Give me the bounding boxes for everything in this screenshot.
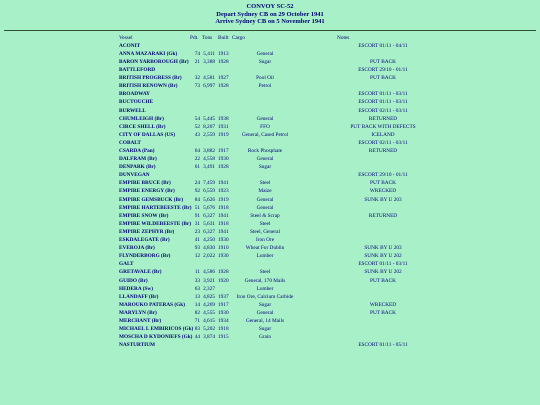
cell-tons: 4,250 — [203, 237, 215, 244]
cell-name: BUCTOUCHE — [119, 99, 154, 106]
cell-cargo: Wheat For Dublin — [245, 245, 285, 252]
cell-name: EMPIRE HARTEBEESTE (Br) — [119, 204, 192, 211]
table-row — [0, 244, 540, 252]
cell-pdt: 61 — [194, 164, 200, 171]
cell-cargo: Steel — [259, 180, 271, 187]
cell-built: 1910 — [218, 245, 229, 252]
cell-pdt: 64 — [194, 148, 200, 154]
cell-cargo: Iron Ore — [255, 237, 275, 244]
cell-cargo: Steel — [259, 269, 271, 276]
cell-cargo: General — [256, 309, 274, 316]
cell-name: NASTURTIUM — [119, 342, 156, 349]
cell-cargo: Steel & Scrap — [250, 212, 280, 219]
cell-notes: PUT BACK — [370, 277, 396, 284]
table-row — [0, 163, 540, 171]
cell-pdt: 32 — [194, 75, 200, 82]
cell-tons: 6,997 — [203, 83, 215, 90]
depart-line: Depart Sydney CB on 29 October 1941 — [216, 10, 324, 18]
cell-cargo: General, 14 Mails — [245, 317, 285, 324]
cell-tons: 8,207 — [203, 123, 215, 130]
cell-built: 1930 — [218, 156, 229, 163]
cell-name: DUNVEGAN — [119, 172, 150, 179]
cell-cargo: Steel, General — [249, 228, 280, 235]
cell-pdt: 21 — [194, 58, 200, 65]
cell-name: EVEROJA (Br) — [119, 245, 155, 252]
cell-tons: 4,555 — [203, 309, 215, 316]
cell-name: MOSCHA D KYDONIEFS (Gk) — [119, 334, 193, 341]
table-row — [0, 74, 540, 82]
cell-tons: 4,269 — [203, 301, 215, 308]
cell-built: 1919 — [218, 196, 229, 203]
cell-built: 1928 — [218, 83, 229, 90]
page-header — [0, 0, 540, 26]
cell-built: 1915 — [218, 334, 229, 341]
cell-notes: SUNK BY U 203 — [364, 245, 402, 252]
cell-pdt: 14 — [194, 301, 200, 308]
cell-pdt: 23 — [194, 228, 200, 235]
cell-cargo: Lumber — [256, 253, 274, 260]
cell-cargo: General — [256, 50, 274, 57]
cell-built: 1930 — [218, 253, 229, 260]
table-row — [0, 301, 540, 309]
cell-cargo: General — [256, 156, 274, 163]
cell-name: EMPIRE SNOW (Br) — [119, 212, 169, 219]
cell-name: EMPIRE WILDEBEESTE (Br) — [119, 220, 192, 227]
cell-name: ANNA MAZARAKI (Gk) — [119, 50, 178, 57]
cell-cargo: Grain — [258, 334, 272, 341]
cell-name: FLYNDERBORG (Br) — [119, 253, 171, 260]
cell-built: 1941 — [218, 180, 229, 187]
table-row — [0, 317, 540, 325]
cell-notes: PUT BACK — [370, 58, 396, 65]
cell-cargo: Sugar — [258, 58, 272, 65]
cell-name: MARYLYN (Br) — [119, 309, 157, 316]
table-row — [0, 333, 540, 341]
cell-name: MERCHANT (Br) — [119, 317, 162, 324]
cell-notes: ESCORT 01/11 - 03/11 — [358, 261, 408, 268]
cell-built: 1917 — [218, 148, 229, 154]
cell-built: 1930 — [218, 237, 229, 244]
cell-built: 1919 — [218, 131, 229, 138]
cell-pdt: 43 — [194, 131, 200, 138]
cell-name: EMPIRE GEMSBUCK (Br) — [119, 196, 184, 203]
col-cargo: Cargo — [232, 34, 245, 41]
cell-pdt: 63 — [194, 285, 200, 292]
table-row — [0, 325, 540, 333]
cell-built: 1930 — [218, 309, 229, 316]
cell-built: 1941 — [218, 212, 229, 219]
cell-pdt: 84 — [194, 196, 200, 203]
table-row — [0, 309, 540, 317]
cell-notes: PUT BACK — [370, 75, 396, 82]
cell-pdt: 22 — [194, 156, 200, 163]
cell-pdt: 91 — [194, 212, 200, 219]
col-notes: Notes — [337, 34, 350, 41]
cell-name: DALFRAM (Br) — [119, 156, 157, 163]
cell-tons: 2,559 — [203, 131, 215, 138]
cell-notes: ESCORT 01/11 - 03/11 — [358, 99, 408, 106]
cell-tons: 2,022 — [203, 253, 215, 260]
table-row — [0, 139, 540, 147]
cell-tons: 5,676 — [203, 204, 215, 211]
cell-notes: PUT BACK — [370, 180, 396, 187]
cell-name: MICHAEL L EMBIRICOS (Gk) — [119, 326, 194, 333]
cell-built: 1934 — [218, 317, 229, 324]
cell-notes: ESCORT 29/10 - 01/11 — [358, 172, 408, 179]
cell-pdt: 24 — [194, 180, 200, 187]
cell-name: HEDERA (Sw) — [119, 285, 153, 292]
table-row — [0, 82, 540, 90]
cell-notes: ESCORT 01/11 - 04/11 — [358, 42, 408, 49]
page-title: CONVOY SC-52 — [246, 3, 294, 10]
cell-tons: 3,882 — [203, 148, 215, 154]
cell-built: 1918 — [218, 326, 229, 333]
ship-list — [0, 42, 540, 350]
cell-tons: 4,586 — [203, 269, 215, 276]
table-row — [0, 187, 540, 195]
table-row — [0, 42, 540, 50]
cell-tons: 5,445 — [203, 115, 215, 122]
cell-cargo: Petrol — [258, 83, 272, 90]
cell-name: EMPIRE BRUCE (Br) — [119, 180, 171, 187]
column-headers — [0, 31, 540, 42]
cell-pdt: 73 — [194, 83, 200, 90]
cell-notes: PUT BACK WITH DEFECTS — [350, 123, 416, 130]
cell-built: 1913 — [218, 50, 229, 57]
cell-notes: RETURNED — [368, 148, 398, 154]
cell-cargo: Sugar — [258, 326, 272, 333]
cell-built: 1941 — [218, 228, 229, 235]
cell-built: 1938 — [218, 115, 229, 122]
cell-built: 1918 — [218, 220, 229, 227]
table-row — [0, 228, 540, 236]
cell-pdt: 82 — [194, 309, 200, 316]
col-pdt: Pdt. — [190, 34, 199, 41]
cell-name: CHUMLEIGH (Br) — [119, 115, 164, 122]
cell-pdt: 41 — [194, 237, 200, 244]
table-row — [0, 66, 540, 74]
cell-pdt: 92 — [194, 188, 200, 195]
cell-notes: ESCORT 02/11 - 03/11 — [358, 107, 408, 114]
cell-pdt: 13 — [194, 293, 200, 300]
cell-name: GRETAVALE (Br) — [119, 269, 162, 276]
table-row — [0, 341, 540, 349]
cell-pdt: 44 — [194, 334, 200, 341]
cell-cargo: General — [256, 115, 274, 122]
cell-cargo: Iron Ore, Calcium Carbide — [236, 293, 294, 300]
cell-built: 1918 — [218, 204, 229, 211]
cell-tons: 6,327 — [203, 228, 215, 235]
cell-notes: SUNK BY U 202 — [364, 269, 402, 276]
cell-cargo: FFO — [260, 123, 270, 130]
table-row — [0, 236, 540, 244]
cell-cargo: General, 170 Mails — [244, 277, 286, 284]
cell-tons: 4,825 — [203, 293, 215, 300]
cell-cargo: General — [256, 204, 274, 211]
cell-notes: WRECKED — [369, 301, 397, 308]
cell-name: BRITISH RENOWN (Br) — [119, 83, 178, 90]
cell-name: BARON YARBOROUGH (Br) — [119, 58, 189, 65]
cell-name: CIRCE SHELL (Br) — [119, 123, 166, 130]
cell-tons: 7,459 — [203, 180, 215, 187]
cell-name: EMPIRE ZEPHYR (Br) — [119, 228, 175, 235]
table-row — [0, 293, 540, 301]
cell-notes: SUNK BY U 202 — [364, 253, 402, 260]
arrive-line: Arrive Sydney CB on 5 November 1941 — [215, 18, 325, 26]
cell-name: DENPARK (Br) — [119, 164, 156, 171]
table-row — [0, 50, 540, 58]
cell-cargo: Maize — [258, 188, 272, 195]
cell-notes: ESCORT 01/11 - 03/11 — [358, 91, 408, 98]
table-row — [0, 179, 540, 187]
cell-pdt: 33 — [194, 277, 200, 284]
cell-cargo: Lumber — [256, 285, 274, 292]
table-row — [0, 155, 540, 163]
cell-cargo: General, Cased Petrol — [241, 131, 289, 138]
cell-built: 1937 — [218, 293, 229, 300]
cell-cargo: Pool Oil — [256, 75, 274, 82]
table-row — [0, 212, 540, 220]
cell-built: 1923 — [218, 188, 229, 195]
cell-cargo: Steel — [259, 220, 271, 227]
table-row — [0, 171, 540, 179]
table-row — [0, 277, 540, 285]
table-row — [0, 98, 540, 106]
cell-name: BATTLEFORD — [119, 67, 156, 74]
cell-name: GUIDO (Br) — [119, 277, 148, 284]
table-row — [0, 90, 540, 98]
cell-pdt: 51 — [194, 204, 200, 211]
cell-tons: 3,874 — [203, 334, 215, 341]
cell-built: 1928 — [218, 58, 229, 65]
cell-pdt: 93 — [194, 245, 200, 252]
cell-tons: 5,631 — [203, 220, 215, 227]
cell-tons: 3,388 — [203, 58, 215, 65]
table-row — [0, 131, 540, 139]
cell-built: 1928 — [218, 269, 229, 276]
cell-cargo: General — [256, 196, 274, 203]
cell-notes: WRECKED — [369, 188, 397, 195]
cell-notes: RETURNED — [368, 115, 398, 122]
cell-tons: 5,202 — [203, 326, 215, 333]
cell-cargo: Sugar — [258, 301, 272, 308]
cell-tons: 5,626 — [203, 196, 215, 203]
table-row — [0, 268, 540, 276]
cell-tons: 5,411 — [203, 50, 215, 57]
table-row — [0, 220, 540, 228]
cell-name: EMPIRE ENERGY (Br) — [119, 188, 175, 195]
cell-name: CITY OF DALLAS (US) — [119, 131, 175, 138]
table-row — [0, 252, 540, 260]
cell-pdt: 31 — [194, 220, 200, 227]
cell-notes: SUNK BY U 203 — [364, 196, 402, 203]
cell-cargo: Sugar — [258, 164, 272, 171]
cell-built: 1928 — [218, 164, 229, 171]
cell-tons: 3,921 — [203, 277, 215, 284]
cell-name: CSARDA (Pan) — [119, 148, 155, 154]
col-tons: Tons — [202, 34, 213, 41]
table-row — [0, 260, 540, 268]
cell-tons: 4,830 — [203, 245, 215, 252]
table-row — [0, 285, 540, 293]
cell-notes: PUT BACK — [370, 309, 396, 316]
cell-name: BURWELL — [119, 107, 146, 114]
table-row — [0, 196, 540, 204]
cell-notes: ESCORT 29/10 - 01/11 — [358, 67, 408, 74]
table-row — [0, 204, 540, 212]
cell-tons: 3,491 — [203, 164, 215, 171]
cell-tons: 4,558 — [203, 156, 215, 163]
cell-pdt: 54 — [194, 115, 200, 122]
cell-built: 1920 — [218, 277, 229, 284]
table-row — [0, 123, 540, 131]
cell-pdt: 71 — [194, 317, 200, 324]
cell-notes: ICELAND — [371, 131, 395, 138]
cell-tons: 6,327 — [203, 212, 215, 219]
cell-pdt: 83 — [194, 326, 200, 333]
col-vessel: Vessel — [119, 34, 133, 41]
cell-pdt: 11 — [194, 269, 200, 276]
cell-name: ESKDALEGATE (Br) — [119, 237, 170, 244]
cell-pdt: 52 — [194, 123, 200, 130]
table-row — [0, 107, 540, 115]
cell-cargo: Rock Phosphate — [247, 148, 283, 154]
col-built: Built — [218, 34, 229, 41]
table-row — [0, 58, 540, 66]
cell-pdt: 74 — [194, 50, 200, 57]
cell-tons: 4,581 — [203, 75, 215, 82]
cell-name: COBALT — [119, 139, 141, 146]
table-row — [0, 147, 540, 155]
cell-name: LLANDAFF (Br) — [119, 293, 159, 300]
cell-tons: 4,615 — [203, 317, 215, 324]
cell-built: 1931 — [218, 123, 229, 130]
cell-name: ACONIT — [119, 42, 141, 49]
cell-built: 1917 — [218, 301, 229, 308]
cell-tons: 2,327 — [203, 285, 215, 292]
table-row — [0, 115, 540, 123]
cell-name: GALT — [119, 261, 134, 268]
cell-tons: 6,559 — [203, 188, 215, 195]
cell-notes: RETURNED — [368, 212, 398, 219]
cell-name: BROADWAY — [119, 91, 151, 98]
cell-notes: ESCORT 02/11 - 03/11 — [358, 139, 408, 146]
cell-name: MAROUKO PATERAS (Gk) — [119, 301, 186, 308]
cell-built: 1927 — [218, 75, 229, 82]
cell-pdt: 12 — [194, 253, 200, 260]
cell-name: BRITISH PROGRESS (Br) — [119, 75, 182, 82]
cell-notes: ESCORT 01/11 - 05/11 — [358, 342, 408, 349]
